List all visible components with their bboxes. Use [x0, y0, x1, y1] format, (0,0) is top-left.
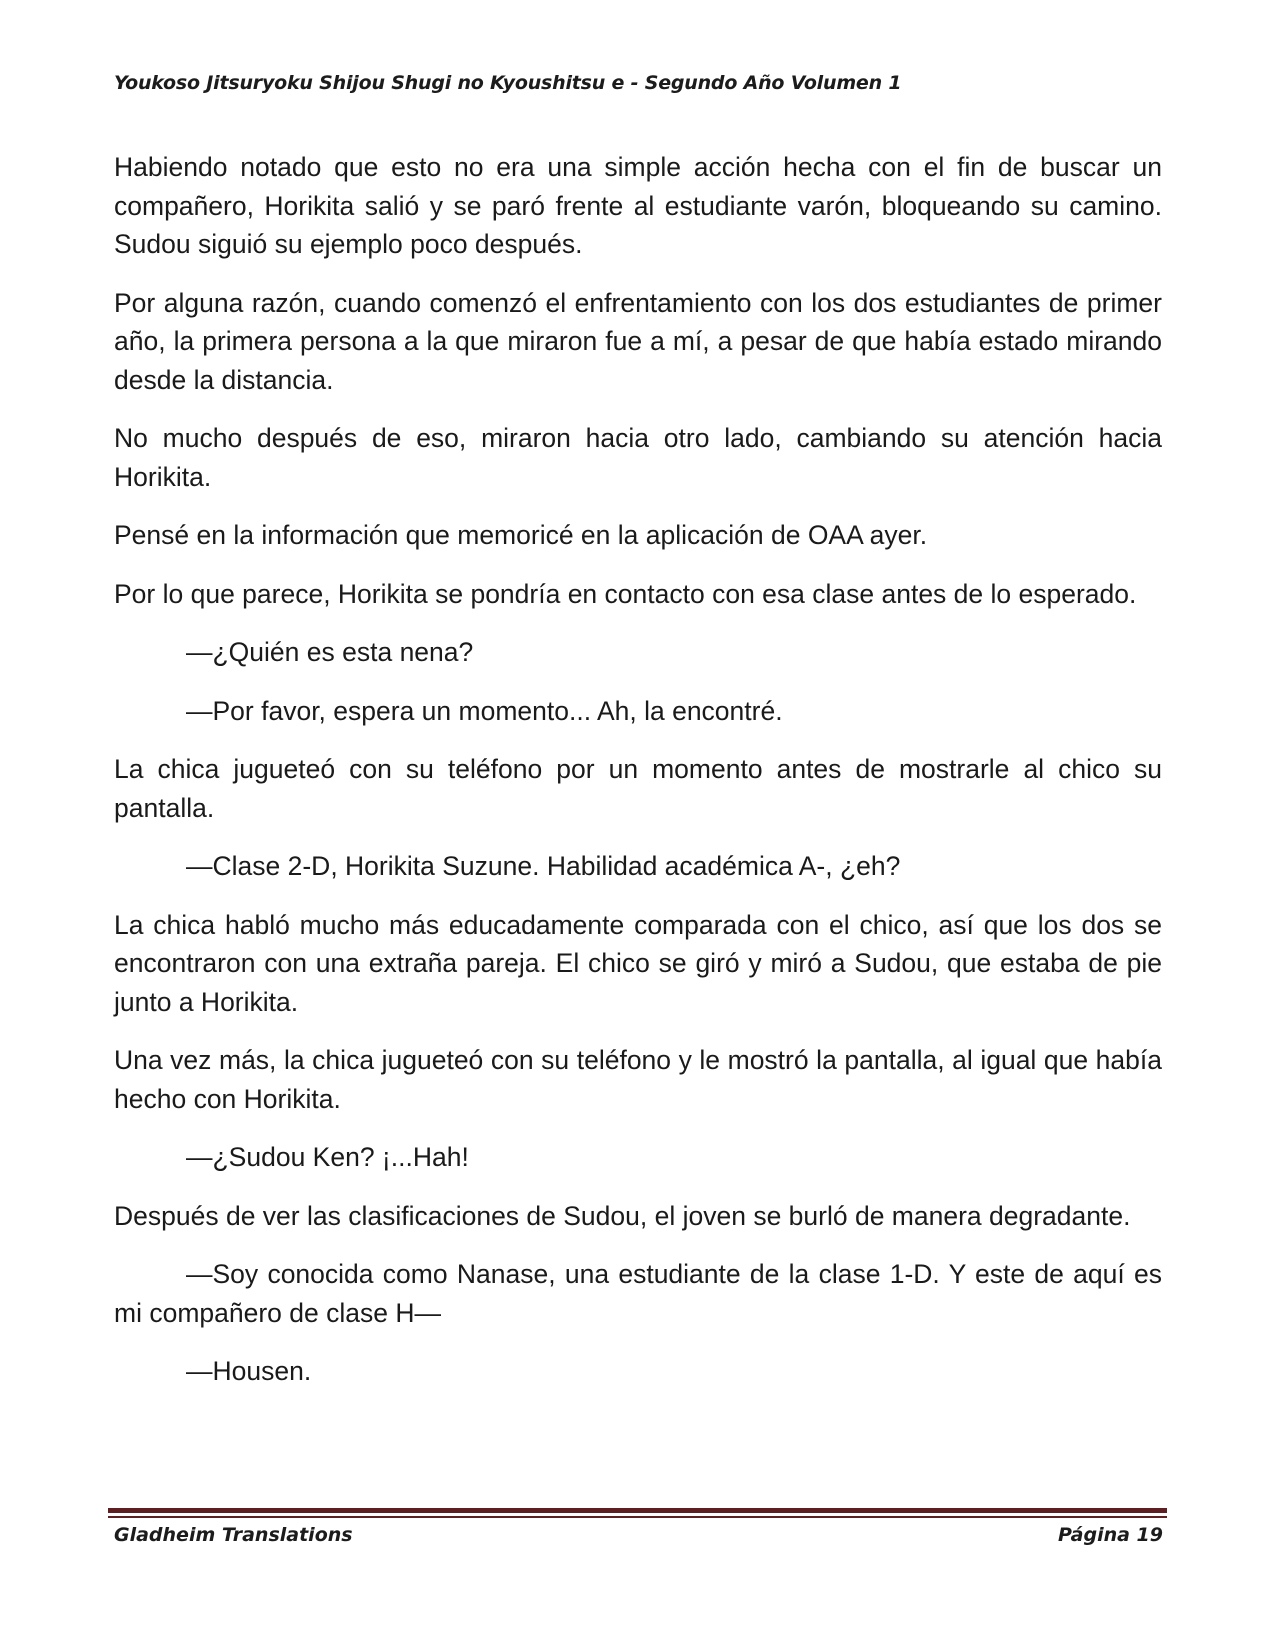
paragraph: Una vez más, la chica jugueteó con su teléfono y le mostró la pantalla, al igual que había hecho con Horikita.: [114, 1045, 1162, 1114]
page-number: Página 19: [1057, 1524, 1163, 1546]
paragraph: La chica habló mucho más educadamente comparada con el chico, así que los dos se encontraron con una extraña pareja. El chico se giró y miró a Sudou, que estaba de pie junto a Horikita.: [114, 909, 1162, 1017]
footer-rule-thick: [108, 1508, 1167, 1513]
dialogue-line: —Housen.: [186, 1356, 312, 1386]
dialogue-line: —¿Sudou Ken? ¡...Hah!: [186, 1142, 469, 1172]
paragraph: Habiendo notado que esto no era una simple acción hecha con el fin de buscar un compañero, Horikita salió y se paró frente al estudiante varón, bloqueando su camino. Sudou siguió su ejemplo poco después.: [114, 152, 1162, 259]
paragraph: La chica jugueteó con su teléfono por un momento antes de mostrarle al chico su pantalla.: [114, 754, 1162, 823]
footer-rule-thin: [108, 1516, 1167, 1518]
running-header: Youkoso Jitsuryoku Shijou Shugi no Kyoushitsu e - Segundo Año Volumen 1: [114, 72, 902, 94]
dialogue-line: —Por favor, espera un momento... Ah, la encontré.: [186, 695, 783, 726]
dialogue-line: —Clase 2-D, Horikita Suzune. Habilidad académica A-, ¿eh?: [186, 851, 901, 881]
dialogue-line: —¿Quién es esta nena?: [186, 637, 474, 667]
footer-credit: Gladheim Translations: [114, 1524, 353, 1546]
dialogue-line: —Soy conocida como Nanase, una estudiante de la clase 1-D. Y este de aquí es mi compañero de clase H—: [114, 1259, 1162, 1328]
paragraph: Por alguna razón, cuando comenzó el enfrentamiento con los dos estudiantes de primer año, la primera persona a la que miraron fue a mí, a pesar de que había estado mirando desde la distancia.: [114, 287, 1162, 395]
paragraph: Pensé en la información que memoricé en la aplicación de OAA ayer.: [114, 520, 928, 550]
paragraph: No mucho después de eso, miraron hacia otro lado, cambiando su atención hacia Horikita.: [114, 423, 1162, 492]
paragraph: Después de ver las clasificaciones de Sudou, el joven se burló de manera degradante.: [114, 1200, 1131, 1231]
paragraph: Por lo que parece, Horikita se pondría en contacto con esa clase antes de lo esperado.: [114, 578, 1137, 609]
body-text: [114, 148, 1162, 1411]
